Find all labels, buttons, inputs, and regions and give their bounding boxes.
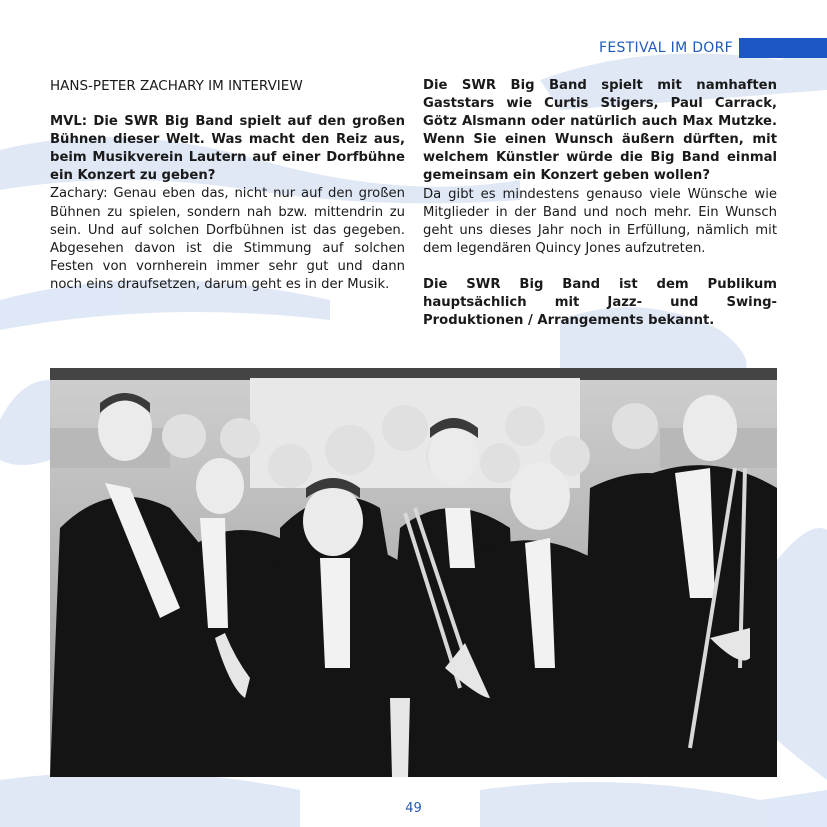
section-header: [599, 38, 827, 58]
article-kicker: HANS-PETER ZACHARY IM INTERVIEW: [50, 78, 303, 94]
interview-question-1: MVL: Die SWR Big Band spielt auf den großen Bühnen dieser Welt. Was macht den Reiz aus, beim Musikverein Lautern auf einer Dorfbühne ein Konzert zu geben?: [50, 114, 405, 184]
section-accent-bar: [739, 38, 827, 58]
band-photo-image: [50, 368, 777, 777]
interview-question-3: Die SWR Big Band ist dem Publikum hauptsächlich mit Jazz- und Swing-Produktionen / Arrangements bekannt.: [423, 276, 777, 329]
page-number: 49: [405, 801, 422, 816]
section-title: FESTIVAL IM DORF: [598, 40, 733, 56]
interview-answer-1: Zachary: Genau eben das, nicht nur auf den großen Bühnen zu spielen, sondern nah bzw. mittendrin zu sein. Und auf solchen Dorfbühnen ist das gegeben. Abgesehen davon ist die Stimmung auf solchen Festen von vornherein immer sehr gut und dann noch eins draufsetzen, darum geht es in der Musik.: [50, 186, 405, 292]
interview-question-2: Die SWR Big Band spielt mit namhaften Gaststars wie Curtis Stigers, Paul Carrack, Götz Alsmann oder natürlich auch Max Mutzke. Wenn Sie einen Wunsch äußern dürften, mit welchem Künstler würde die Big Band einmal gemeinsam ein Konzert geben wollen?: [423, 78, 777, 184]
article-column-right: [423, 77, 777, 330]
interview-answer-2: Da gibt es mindestens genauso viele Wünsche wie Mitglieder in der Band und noch mehr. Ein Wunsch geht uns dieses Jahr noch in Erfüllung, nämlich mit dem legendären Quincy Jones aufzutreten.: [423, 186, 777, 256]
band-photo: [50, 368, 777, 777]
article-column-left: [50, 77, 405, 294]
